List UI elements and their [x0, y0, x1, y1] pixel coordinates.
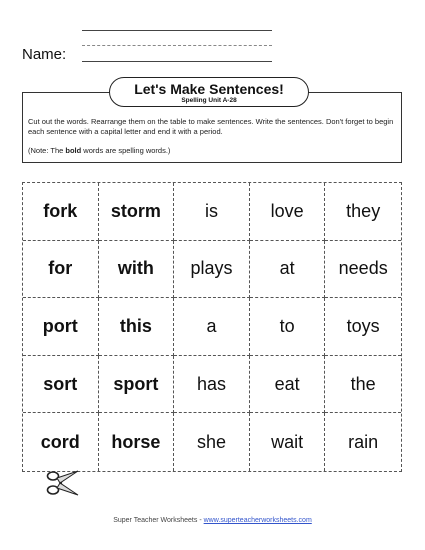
footer: [0, 517, 425, 524]
word-card: she: [174, 413, 250, 471]
page-title: Let's Make Sentences!: [134, 81, 284, 97]
footer-brand: Super Teacher Worksheets: [113, 517, 198, 524]
word-card: they: [325, 183, 401, 241]
name-write-line: [82, 61, 272, 62]
scissors-icon: [46, 468, 80, 503]
page-subtitle: Spelling Unit A-28: [181, 97, 237, 104]
word-card: rain: [348, 431, 379, 452]
word-card: sport: [99, 356, 175, 414]
footer-url-link[interactable]: www.superteacherworksheets.com: [203, 517, 312, 524]
name-top-line: [82, 30, 272, 31]
title-pill: [109, 77, 309, 107]
word-card: this: [99, 298, 175, 356]
word-card: with: [99, 241, 175, 299]
word-card: has: [174, 356, 250, 414]
word-card: wait: [250, 413, 326, 471]
note-prefix: (Note: The: [28, 146, 66, 155]
instructions-text: Cut out the words. Rearrange them on the table to make sentences. Write the sentences. Don't forget to begin each sentence with a capital letter and end it with a period.: [28, 117, 394, 136]
word-card: for: [23, 241, 99, 299]
word-card: the: [325, 356, 401, 414]
word-card: storm: [99, 183, 175, 241]
word-card: is: [174, 183, 250, 241]
word-card: sort: [23, 356, 99, 414]
word-card: eat: [250, 356, 326, 414]
footer-separator: -: [197, 517, 204, 524]
name-guide-line: [82, 45, 272, 46]
note-suffix: words are spelling words.): [81, 146, 171, 155]
name-label: Name:: [22, 46, 67, 63]
note-text: [28, 146, 170, 155]
note-bold: bold: [65, 146, 82, 155]
word-card: horse: [99, 413, 175, 471]
word-card: needs: [325, 241, 401, 299]
word-card: plays: [174, 241, 250, 299]
word-card: to: [250, 298, 326, 356]
word-card: toys: [325, 298, 401, 356]
word-card: love: [250, 183, 326, 241]
word-card: cord: [23, 413, 99, 471]
word-card: a: [174, 298, 250, 356]
word-card: port: [23, 298, 99, 356]
word-card: at: [250, 241, 326, 299]
word-grid: [22, 182, 402, 472]
word-card: fork: [23, 183, 99, 241]
